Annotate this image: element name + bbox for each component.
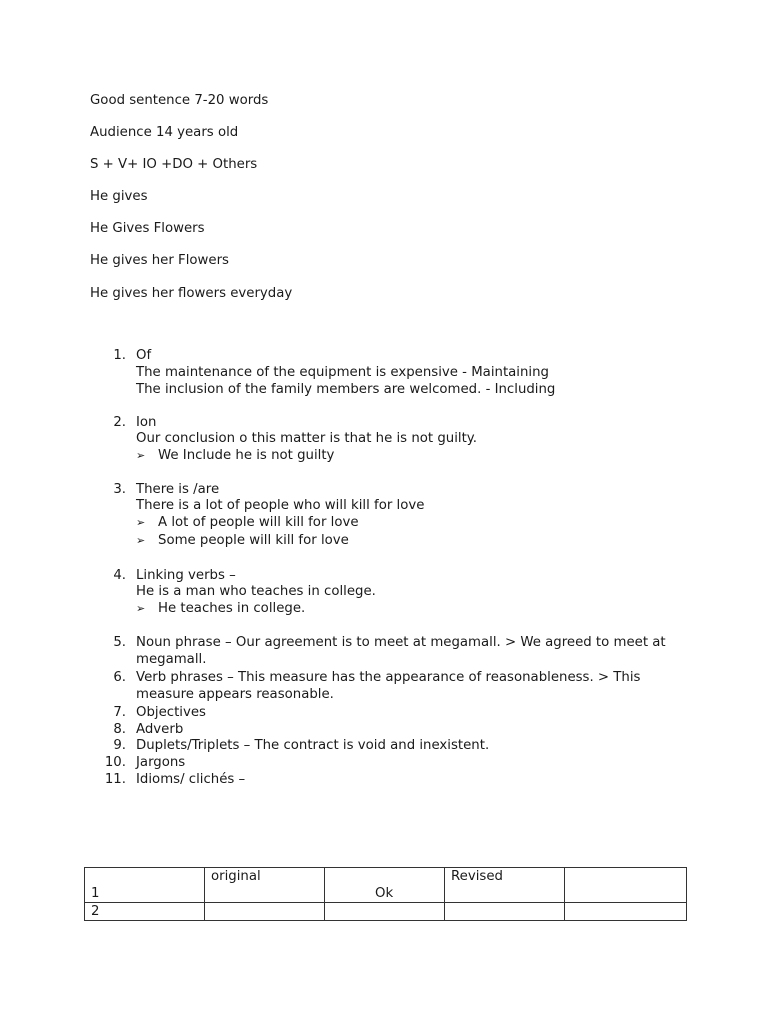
list-item-line: There is a lot of people who will kill for love: [136, 498, 425, 513]
list-number: 3.: [113, 482, 126, 497]
ok-label: Ok: [375, 886, 394, 901]
table-cell: [205, 903, 325, 921]
revised-header: Revised: [451, 869, 503, 884]
list-number: 7.: [113, 705, 126, 720]
list-number: 1.: [113, 348, 126, 363]
list-number: 11.: [104, 772, 126, 787]
intro-line: He gives her Flowers: [90, 253, 229, 268]
list-number: 10.: [104, 755, 126, 770]
list-item-line: The inclusion of the family members are welcomed. - Including: [136, 382, 556, 397]
list-number: 6.: [113, 670, 126, 685]
intro-line: He gives: [90, 189, 148, 204]
table-cell: [205, 868, 325, 903]
arrow-bullet-icon: ➢: [136, 449, 146, 462]
intro-line: He Gives Flowers: [90, 221, 205, 236]
original-header: original: [211, 869, 261, 884]
list-item-title: Verb phrases – This measure has the appearance of reasonableness. > This measure appears reasonable.: [136, 670, 641, 702]
intro-line: He gives her flowers everyday: [90, 286, 293, 301]
list-item-title: There is /are: [136, 482, 220, 497]
table-cell: [565, 868, 687, 903]
list-number: 8.: [113, 722, 126, 737]
list-item-title: Noun phrase – Our agreement is to meet at megamall. > We agreed to meet at megamall.: [136, 635, 666, 667]
table-row: [85, 868, 687, 903]
revision-table: [84, 867, 687, 921]
list-item-title: Jargons: [136, 755, 186, 770]
list-item-line: Our conclusion o this matter is that he is not guilty.: [136, 431, 477, 446]
list-item-title: Duplets/Triplets – The contract is void and inexistent.: [136, 738, 490, 753]
table-cell: 2: [85, 903, 205, 921]
list-item-line: He is a man who teaches in college.: [136, 584, 376, 599]
arrow-bullet-icon: ➢: [136, 534, 146, 547]
table-cell: [445, 903, 565, 921]
list-item-title: Adverb: [136, 722, 184, 737]
list-item-line: The maintenance of the equipment is expensive - Maintaining: [136, 365, 549, 380]
table-cell: [445, 868, 565, 903]
row-number: 1: [91, 886, 100, 901]
arrow-bullet-icon: ➢: [136, 516, 146, 529]
list-number: 2.: [113, 415, 126, 430]
list-number: 5.: [113, 635, 126, 650]
list-item-title: Ion: [136, 415, 157, 430]
bullet-text: Some people will kill for love: [158, 533, 349, 548]
bullet-text: He teaches in college.: [158, 601, 306, 616]
intro-line: Good sentence 7-20 words: [90, 93, 269, 108]
arrow-bullet-icon: ➢: [136, 602, 146, 615]
intro-line: S + V+ IO +DO + Others: [90, 157, 258, 172]
bullet-text: A lot of people will kill for love: [158, 515, 359, 530]
list-item-title: Objectives: [136, 705, 206, 720]
table-cell: [325, 868, 445, 903]
intro-line: Audience 14 years old: [90, 125, 239, 140]
list-item-title: Linking verbs –: [136, 568, 236, 583]
table-cell: [565, 903, 687, 921]
table-row: [85, 903, 687, 921]
table-cell: [85, 868, 205, 903]
list-number: 9.: [113, 738, 126, 753]
list-item-title: Of: [136, 348, 152, 363]
list-number: 4.: [113, 568, 126, 583]
table-cell: [325, 903, 445, 921]
list-item-title: Idioms/ clichés –: [136, 772, 246, 787]
bullet-text: We Include he is not guilty: [158, 448, 335, 463]
